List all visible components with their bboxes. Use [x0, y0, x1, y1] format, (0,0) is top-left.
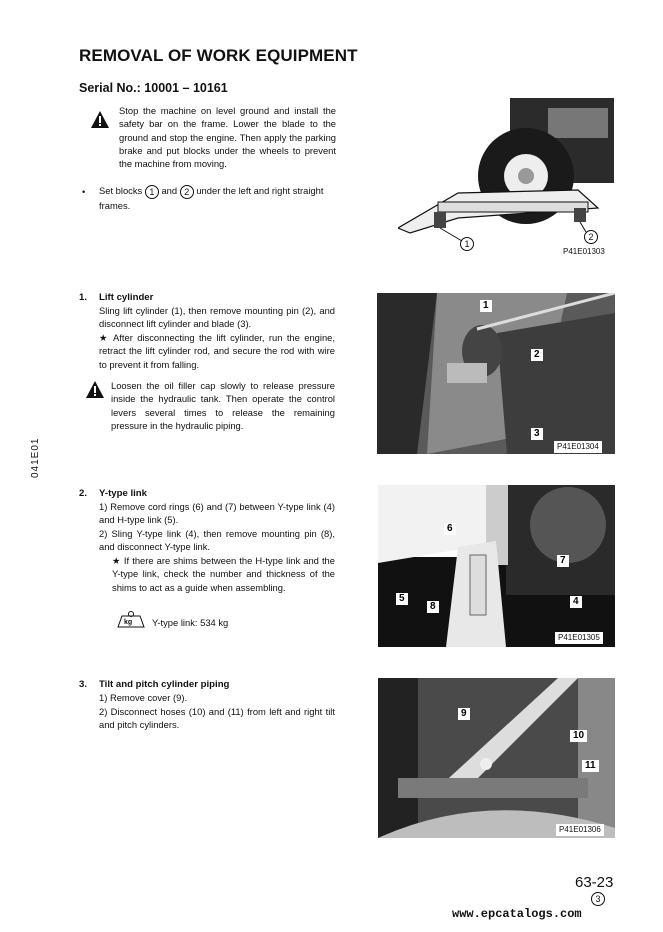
bullet-dot: •: [82, 186, 86, 197]
step-2-sub2: 2) Sling Y-type link (4), then remove mounting pin (8), and disconnect Y-type link.: [99, 528, 335, 553]
step-2-heading: Y-type link: [99, 488, 147, 499]
intro-warning-text: Stop the machine on level ground and install the safety bar on the frame. Lower the blade to the ground and stop the engine. Then apply the parking brake and put blocks under the wheels to prevent the machine from moving.: [119, 105, 336, 170]
step-2-sub1: 1) Remove cord rings (6) and (7) between Y-type link (4) and H-type link (5).: [99, 501, 335, 526]
photo-tag-6: 6: [444, 523, 456, 535]
step-2-note: ★ If there are shims between the H-type link and the Y-type link, check the number and thickness of the shims to act as a guide when assembling.: [112, 555, 335, 593]
lift-cylinder-photo: [377, 293, 615, 454]
figure-caption: P41E01304: [554, 441, 602, 453]
step-1-warning-text: Loosen the oil filler cap slowly to release pressure inside the hydraulic tank. Then operate the control levers several times to release the remaining pressure in the hydraulic piping.: [111, 380, 335, 431]
circle-1: 1: [145, 185, 159, 199]
weight-icon-label: kg: [124, 619, 133, 626]
photo-tag-2: 2: [531, 349, 543, 361]
step-2-number: 2.: [79, 488, 88, 499]
serial-number: Serial No.: 10001 – 10161: [79, 81, 228, 95]
intro-bullet: Set blocks 1 and 2 under the left and right straight frames.: [99, 185, 324, 211]
photo-tag-8: 8: [427, 601, 439, 613]
fig-label-2: 2: [584, 230, 598, 244]
y-link-photo: [378, 485, 615, 647]
photo-tag-7: 7: [557, 555, 569, 567]
figure-caption: P41E01306: [556, 824, 604, 836]
weight-text: Y-type link: 534 kg: [152, 617, 229, 628]
warning-icon: [85, 380, 105, 399]
step-1-text: Sling lift cylinder (1), then remove mounting pin (2), and disconnect lift cylinder and blade (3).: [99, 305, 335, 330]
photo-tag-3: 3: [531, 428, 543, 440]
photo-tag-5: 5: [396, 593, 408, 605]
figure-caption: P41E01303: [560, 246, 608, 258]
revision-mark: 3: [591, 892, 605, 906]
side-code: 041E01: [30, 437, 41, 478]
photo-tag-10: 10: [570, 730, 587, 742]
footer-url[interactable]: www.epcatalogs.com: [452, 907, 582, 921]
photo-cylinder-piping: [378, 678, 615, 838]
step-3-number: 3.: [79, 679, 88, 690]
photo-tag-1: 1: [480, 300, 492, 312]
warning-icon: [90, 110, 110, 129]
fig-label-1: 1: [460, 237, 474, 251]
step-3-sub2: 2) Disconnect hoses (10) and (11) from left and right tilt and pitch cylinders.: [99, 706, 335, 731]
step-1-number: 1.: [79, 292, 88, 303]
photo-lift-cylinder: [377, 293, 615, 454]
step-3-heading: Tilt and pitch cylinder piping: [99, 679, 230, 690]
piping-photo: [378, 678, 615, 838]
circle-2: 2: [180, 185, 194, 199]
step-1-note: ★ After disconnecting the lift cylinder, run the engine, retract the lift cylinder rod, and secure the rod with wire to prevent it from falling.: [99, 332, 335, 370]
photo-tag-11: 11: [582, 760, 599, 772]
step-1-heading: Lift cylinder: [99, 292, 154, 303]
figure-caption: P41E01305: [555, 632, 603, 644]
figure-blocks: [398, 98, 614, 258]
page-title: REMOVAL OF WORK EQUIPMENT: [79, 46, 358, 65]
machine-illustration: [398, 98, 614, 258]
photo-y-type-link: [378, 485, 615, 647]
photo-tag-4: 4: [570, 596, 582, 608]
page-number: 63-23: [575, 874, 614, 891]
photo-tag-9: 9: [458, 708, 470, 720]
step-3-sub1: 1) Remove cover (9).: [99, 692, 188, 703]
